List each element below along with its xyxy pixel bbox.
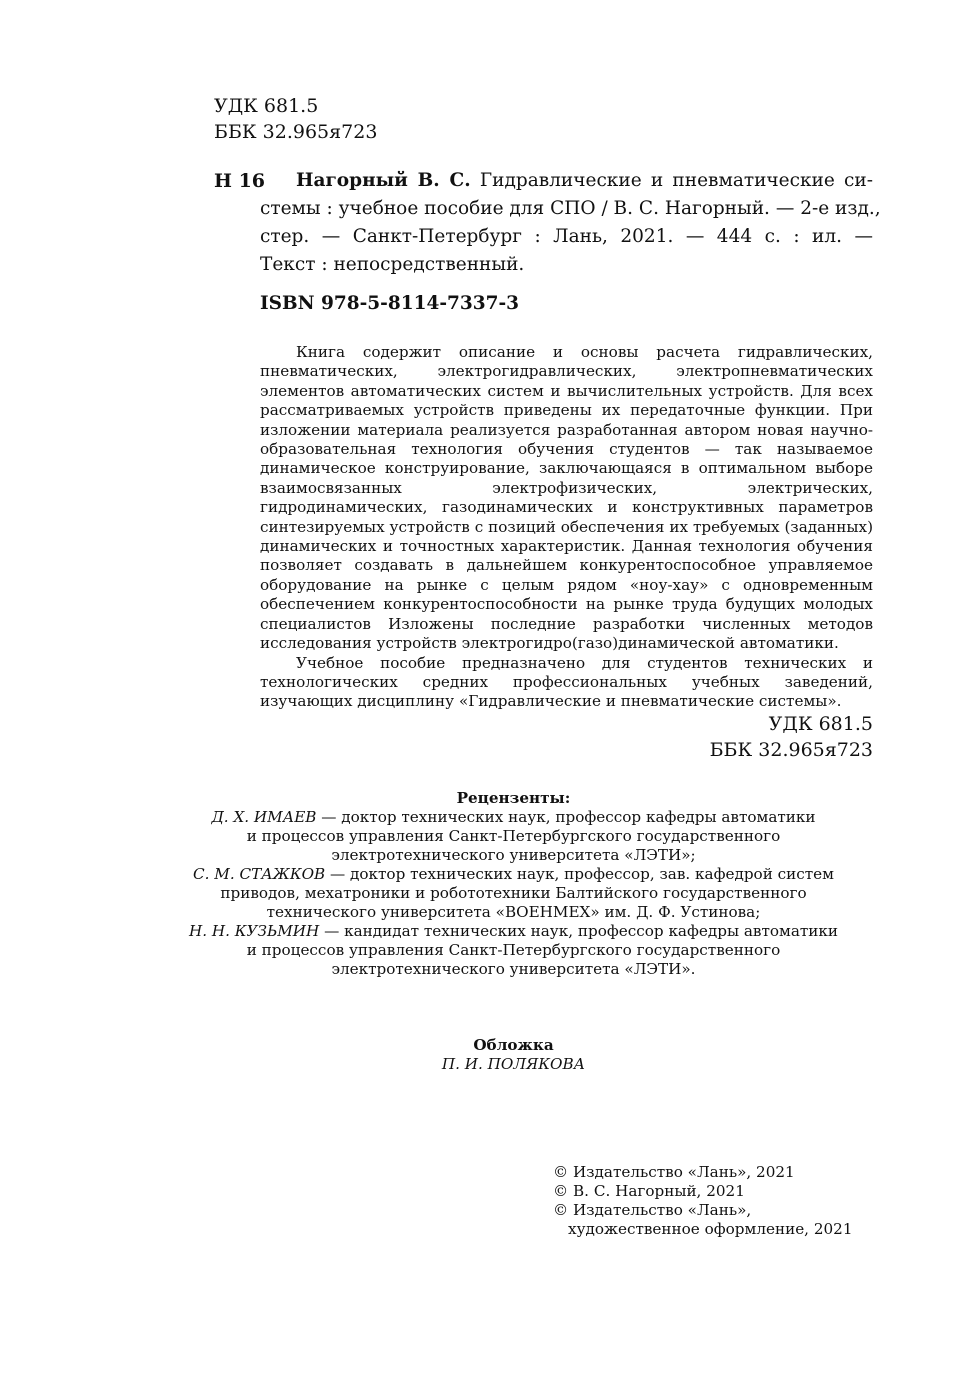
reviewer-3-desc: — кандидат технических наук, профессор кафедры автоматики [319,922,839,940]
copyright-publisher: © Издательство «Лань», 2021 [553,1163,795,1181]
entry-line-3: стер. — Санкт-Петербург : Лань, 2021. — 444 с. : ил. — [260,226,873,247]
udk-code-right: УДК 681.5 [768,713,873,735]
cover-designer: П. И. ПОЛЯКОВА [441,1055,586,1073]
reviewer-2-line-1 [100,865,927,884]
copyright-design-cont: художественное оформление, 2021 [568,1220,853,1238]
reviewer-1-desc: — доктор технических наук, профессор кафедры автоматики [316,808,816,826]
reviewer-2-desc: — доктор технических наук, профессор, зав. кафедрой систем [325,865,834,883]
udk-bbk-header [214,93,377,145]
udk-code: УДК 681.5 [214,95,319,117]
cover-heading: Обложка [473,1036,554,1054]
bibliographic-entry [260,167,881,279]
reviewer-1-line-3: электротехнического университета «ЛЭТИ»; [331,846,696,864]
annotation [260,343,873,712]
reviewers-block [100,789,927,979]
author-mark: Н 16 [214,170,266,192]
annotation-paragraph-2: Учебное пособие предназначено для студентов технических и технологических средних профессиональных учебных заведений, изучающих дисциплину «Гидравлические и пневматические системы». [260,653,873,711]
reviewer-2-line-2: приводов, мехатроники и робототехники Балтийского государственного [220,884,807,902]
reviewer-1-name: Д. Х. ИМАЕВ [211,808,317,826]
isbn: ISBN 978-5-8114-7337-3 [260,293,520,314]
entry-author: Нагорный В. С. [296,170,471,191]
bbk-code: ББК 32.965я723 [214,121,378,143]
reviewer-3-line-3: электротехнического университета «ЛЭТИ». [331,960,696,978]
reviewer-3-name: Н. Н. КУЗЬМИН [188,922,320,940]
reviewer-2-name: С. М. СТАЖКОВ [193,865,326,883]
entry-title-start: Гидравлические и пневматические си- [470,170,873,191]
reviewer-2-line-3: технического университета «ВОЕНМЕХ» им. Д. Ф. Устинова; [266,903,761,921]
copyright-author: © В. С. Нагорный, 2021 [553,1182,745,1200]
copyright-block [553,1163,853,1239]
reviewer-3-line-2: и процессов управления Санкт-Петербургского государственного [246,941,781,959]
reviewers-heading: Рецензенты: [456,789,571,807]
entry-line-4: Текст : непосредственный. [260,254,525,275]
udk-bbk-footer [600,711,873,763]
reviewer-3-line-1 [100,922,927,941]
bbk-code-right: ББК 32.965я723 [709,739,873,761]
cover-credit [100,1036,927,1074]
entry-line-1 [296,167,873,195]
entry-line-2: стемы : учебное пособие для СПО / В. С. Нагорный. — 2-е изд., [260,198,881,219]
reviewer-1-line-1 [100,808,927,827]
copyright-design: © Издательство «Лань», [553,1201,752,1219]
reviewer-1-line-2: и процессов управления Санкт-Петербургского государственного [246,827,781,845]
annotation-paragraph-1: Книга содержит описание и основы расчета гидравлических, пневматических, электрогидравлических, электропневматических элементов автоматических систем и вычислительных устройств. Для всех рассматриваемых устройств приведены их передаточные функции. При изложении материала реализуется разработанная автором новая научно-образовательная технология обучения студентов — так называемое динамическое конструирование, заключающаяся в оптимальном выборе взаимосвязанных электрофизических, электрических, гидродинамических, газодинамических и конструктивных параметров синтезируемых устройств с позиций обеспечения их требуемых (заданных) динамических и точностных характеристик. Данная технология обучения позволяет создавать в дальнейшем конкурентоспособное управляемое оборудование на рынке с целым рядом «ноу-хау» с одновременным обеспечением конкурентоспособности на рынке труда будущих молодых специалистов Изложены последние разработки численных методов исследования устройств электрогидро(газо)динамической автоматики. [260,343,873,653]
